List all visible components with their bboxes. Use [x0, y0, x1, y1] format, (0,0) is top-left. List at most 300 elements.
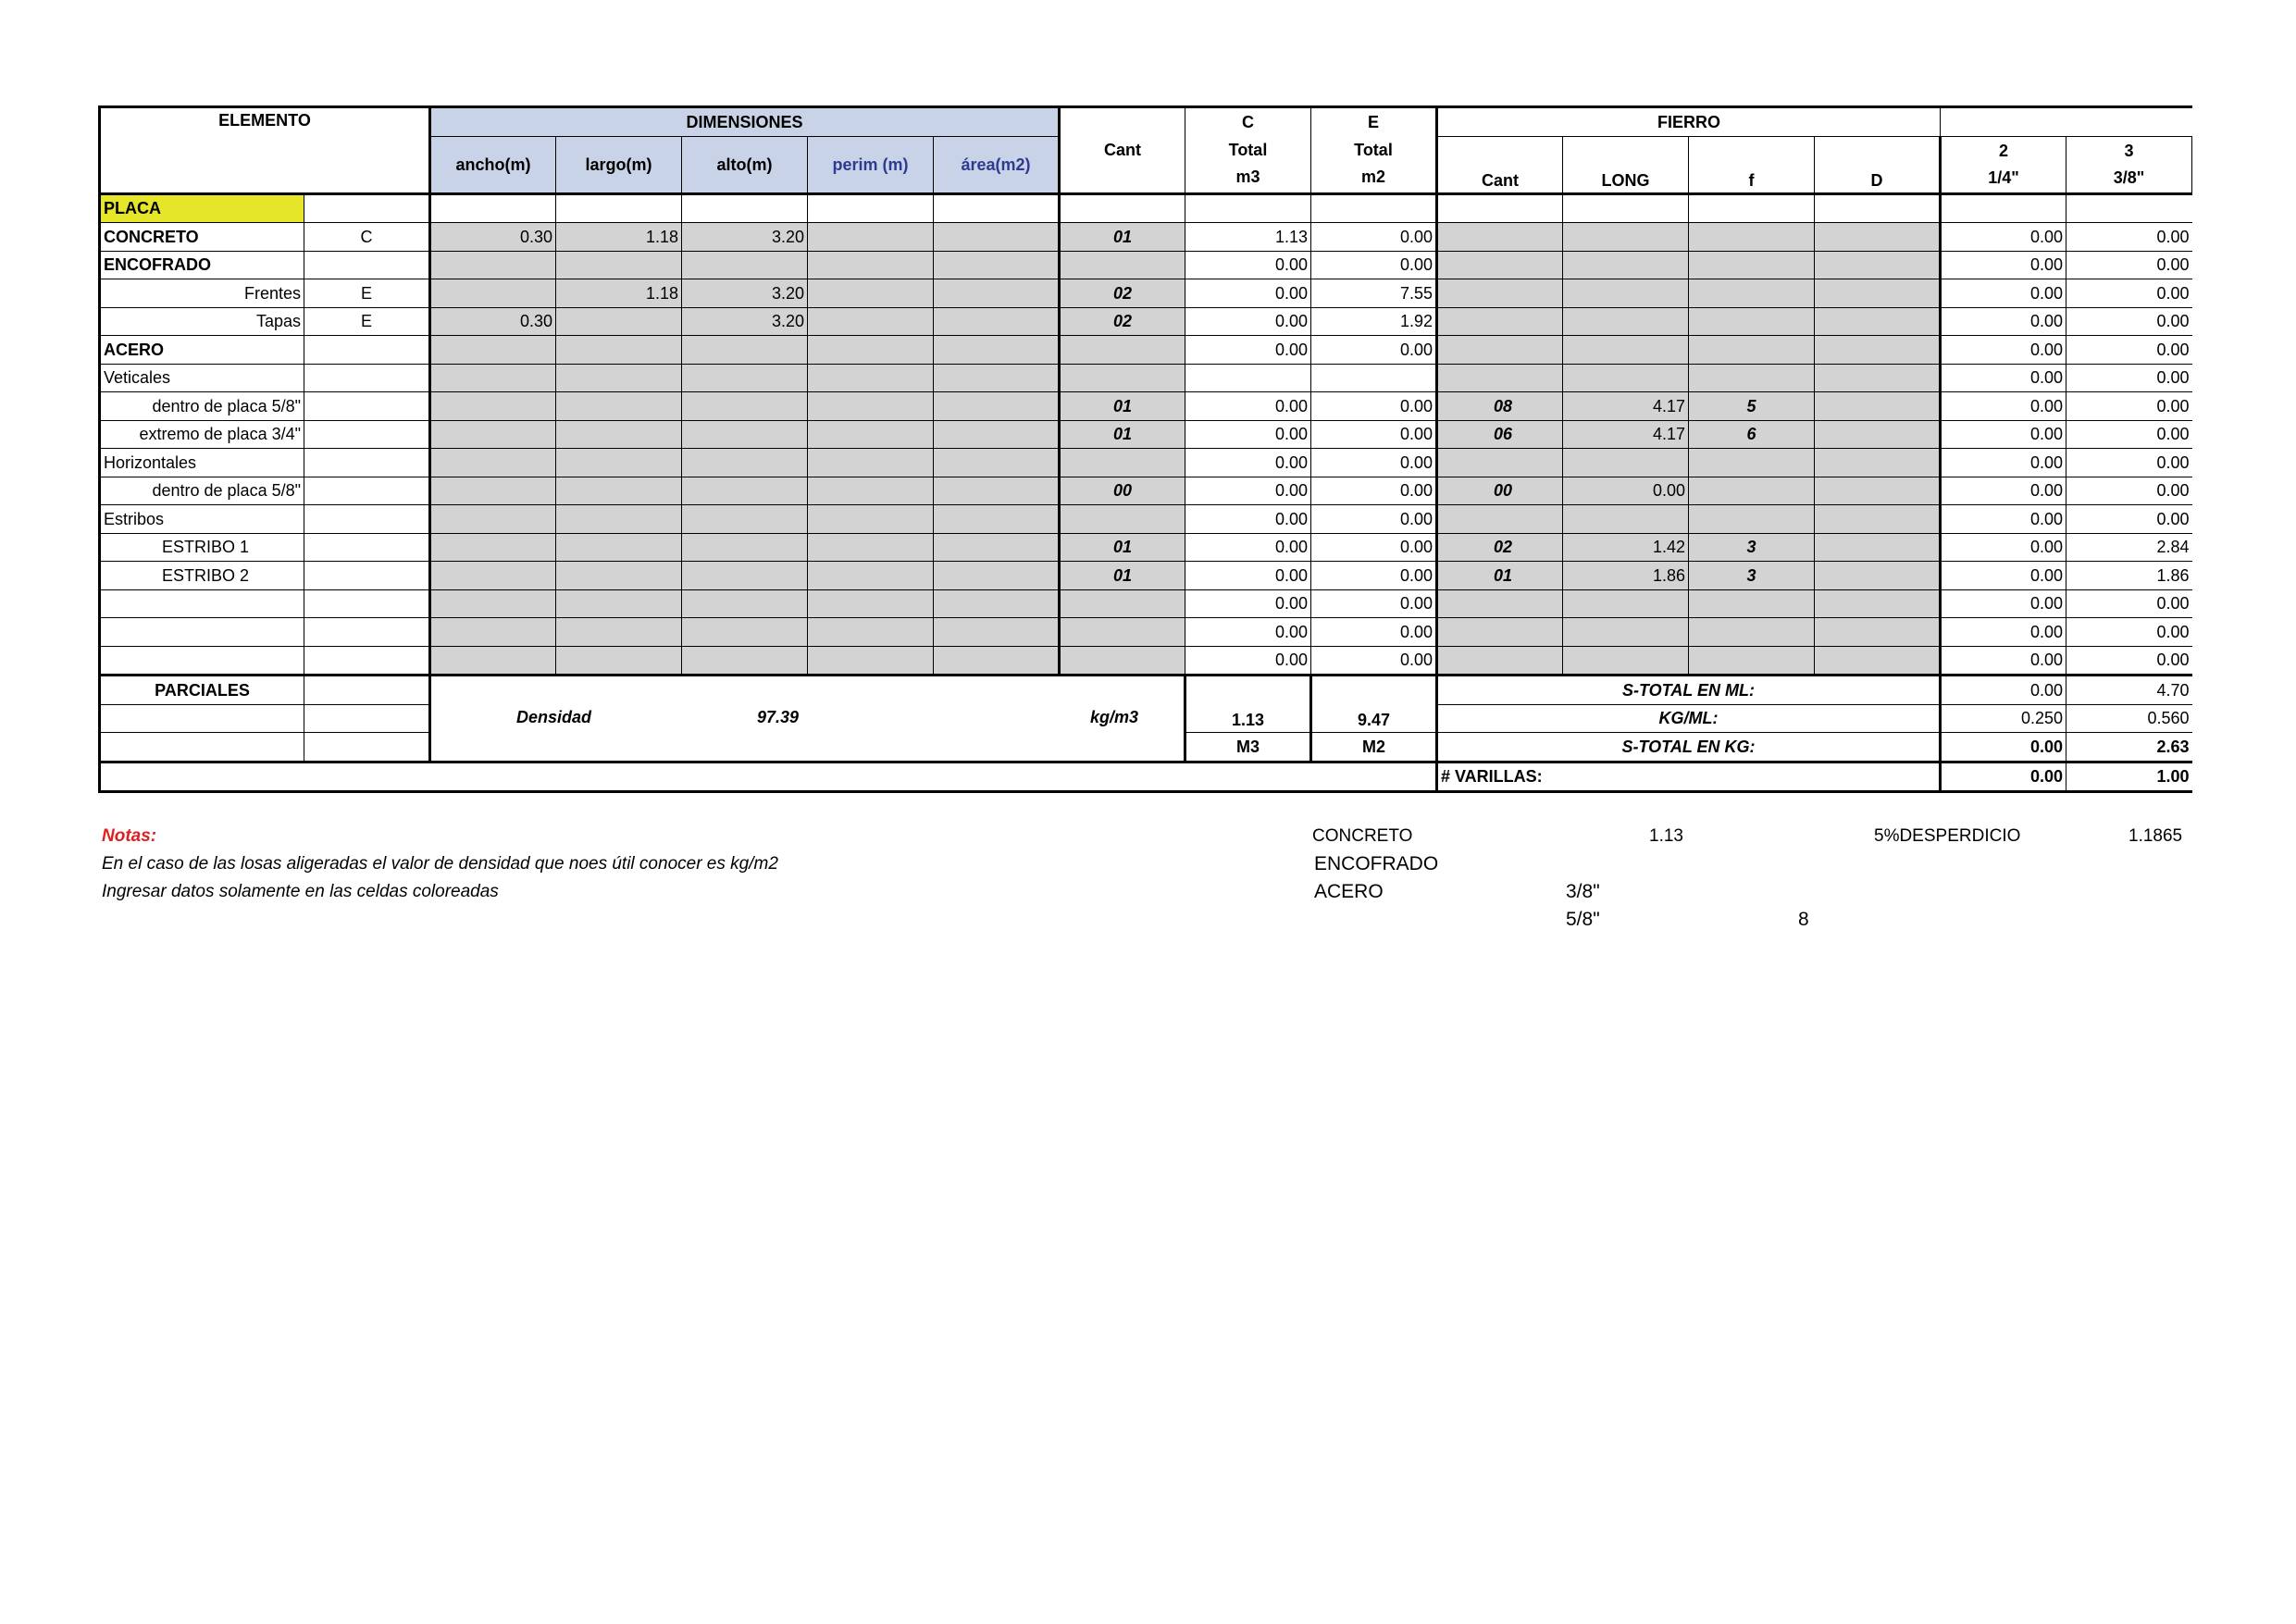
cell-alto: [682, 420, 808, 449]
cell-col2: 0.00: [1941, 533, 2066, 562]
cell-fierro-long: [1563, 646, 1689, 676]
cell-largo: [556, 533, 682, 562]
cell-largo: [556, 562, 682, 590]
cell-perim: [808, 533, 934, 562]
cell-col2: 0.00: [1941, 420, 2066, 449]
cell-fierro-d: [1815, 420, 1941, 449]
cell-code: [304, 646, 430, 676]
cell-largo: [556, 307, 682, 336]
cell-largo: 1.18: [556, 223, 682, 252]
table-row: [100, 618, 2192, 647]
cell-cant: [1060, 646, 1185, 676]
header-cant: Cant: [1060, 107, 1185, 194]
cell-total-m3: [1185, 364, 1311, 392]
cell-ancho: [430, 392, 556, 421]
cell-fierro-long: 1.86: [1563, 562, 1689, 590]
header-e-total: Total m2: [1311, 136, 1437, 193]
cell-elemento: Horizontales: [100, 449, 304, 477]
cell-elemento: [100, 646, 304, 676]
cell-perim: [808, 279, 934, 308]
cell-cant: [1060, 589, 1185, 618]
cell-area: [934, 193, 1060, 223]
cell-largo: 1.18: [556, 279, 682, 308]
cell-total-m2: [1311, 193, 1437, 223]
cell-alto: [682, 364, 808, 392]
cell-fierro-d: [1815, 449, 1941, 477]
header-perim: perim (m): [808, 136, 934, 193]
densidad-value: 97.39: [757, 708, 800, 727]
cell-total-m2: 0.00: [1311, 392, 1437, 421]
cell-area: [934, 477, 1060, 505]
summary-acero-size2: 5/8": [1566, 909, 1600, 930]
cell-cant: 02: [1060, 279, 1185, 308]
cell-elemento: Tapas: [100, 307, 304, 336]
densidad-box: [430, 676, 1185, 762]
table-row: [100, 589, 2192, 618]
cell-col3: 0.00: [2066, 336, 2192, 365]
cell-fierro-cant: 01: [1437, 562, 1563, 590]
cell-code: E: [304, 307, 430, 336]
cell-col2: 0.00: [1941, 336, 2066, 365]
cell-total-m2: 0.00: [1311, 618, 1437, 647]
cell-col3: 0.00: [2066, 364, 2192, 392]
cell-area: [934, 589, 1060, 618]
cell-fierro-long: [1563, 336, 1689, 365]
cell-largo: [556, 392, 682, 421]
cell-col3: 0.00: [2066, 646, 2192, 676]
cell-fierro-long: [1563, 364, 1689, 392]
kgml-label: KG/ML:: [1437, 704, 1941, 733]
table-row: [100, 223, 2192, 252]
cell-cant: [1060, 336, 1185, 365]
cell-total-m2: 0.00: [1311, 646, 1437, 676]
cell-fierro-d: [1815, 279, 1941, 308]
cell-fierro-d: [1815, 646, 1941, 676]
cell-total-m2: 0.00: [1311, 449, 1437, 477]
cell-fierro-cant: [1437, 618, 1563, 647]
cell-elemento: Estribos: [100, 505, 304, 534]
header-area: área(m2): [934, 136, 1060, 193]
cell-fierro-cant: [1437, 223, 1563, 252]
cell-col3: 0.00: [2066, 618, 2192, 647]
cell-total-m2: 1.92: [1311, 307, 1437, 336]
cell-ancho: [430, 589, 556, 618]
cell-cant: 01: [1060, 562, 1185, 590]
header-f-long: LONG: [1563, 136, 1689, 193]
cell-fierro-cant: [1437, 646, 1563, 676]
header-largo: largo(m): [556, 136, 682, 193]
cell-total-m3: 0.00: [1185, 533, 1311, 562]
cell-area: [934, 562, 1060, 590]
cell-fierro-cant: 08: [1437, 392, 1563, 421]
cell-total-m3: 0.00: [1185, 251, 1311, 279]
cell-fierro-cant: 02: [1437, 533, 1563, 562]
cell-fierro-f: [1689, 589, 1815, 618]
cell-ancho: [430, 364, 556, 392]
cell-total-m2: 0.00: [1311, 562, 1437, 590]
cell-perim: [808, 193, 934, 223]
cell-col2: 0.00: [1941, 589, 2066, 618]
cell-col2: 0.00: [1941, 307, 2066, 336]
cell-cant: [1060, 251, 1185, 279]
cell-perim: [808, 562, 934, 590]
cell-fierro-cant: [1437, 449, 1563, 477]
cell-ancho: [430, 562, 556, 590]
cell-total-m2: 0.00: [1311, 223, 1437, 252]
cell-fierro-cant: [1437, 364, 1563, 392]
cell-elemento: CONCRETO: [100, 223, 304, 252]
cell-largo: [556, 477, 682, 505]
cell-fierro-f: 5: [1689, 392, 1815, 421]
cell-code: [304, 449, 430, 477]
cell-fierro-f: [1689, 477, 1815, 505]
table-row: [100, 193, 2192, 223]
header-e-letter: E: [1311, 107, 1437, 137]
notes-line2: Ingresar datos solamente en las celdas coloreadas: [102, 882, 499, 901]
table-row: [100, 336, 2192, 365]
cell-fierro-cant: [1437, 307, 1563, 336]
cell-cant: [1060, 193, 1185, 223]
data-rows: [100, 193, 2192, 676]
cell-fierro-f: 6: [1689, 420, 1815, 449]
cell-col2: 0.00: [1941, 364, 2066, 392]
cell-col2: 0.00: [1941, 251, 2066, 279]
total-m2: 9.47: [1311, 676, 1437, 733]
cell-code: [304, 364, 430, 392]
cell-total-m3: 0.00: [1185, 562, 1311, 590]
varillas-c2: 0.00: [1941, 762, 2066, 792]
unit-m3: M3: [1185, 733, 1311, 762]
cell-col2: 0.00: [1941, 449, 2066, 477]
summary-acero-size1: 3/8": [1566, 881, 1600, 902]
cell-area: [934, 505, 1060, 534]
summary-concreto-value: 1.13: [1649, 826, 1683, 846]
cell-total-m3: 0.00: [1185, 505, 1311, 534]
cell-elemento: ENCOFRADO: [100, 251, 304, 279]
cell-area: [934, 364, 1060, 392]
cell-code: [304, 392, 430, 421]
cell-col3: 0.00: [2066, 420, 2192, 449]
cell-total-m2: 0.00: [1311, 477, 1437, 505]
cell-col3: 0.00: [2066, 505, 2192, 534]
cell-area: [934, 279, 1060, 308]
cell-area: [934, 618, 1060, 647]
cell-largo: [556, 251, 682, 279]
cell-fierro-d: [1815, 392, 1941, 421]
cell-code: [304, 618, 430, 647]
cell-elemento: dentro de placa 5/8": [100, 477, 304, 505]
cell-fierro-cant: [1437, 589, 1563, 618]
cell-elemento: [100, 618, 304, 647]
cell-elemento: PLACA: [100, 193, 304, 223]
cell-code: [304, 336, 430, 365]
cell-largo: [556, 646, 682, 676]
cell-total-m3: 0.00: [1185, 336, 1311, 365]
cell-fierro-f: 3: [1689, 533, 1815, 562]
header-c-total: Total m3: [1185, 136, 1311, 193]
stotal-ml-c2: 0.00: [1941, 676, 2066, 705]
cell-col3: 0.00: [2066, 477, 2192, 505]
cell-cant: 02: [1060, 307, 1185, 336]
cell-fierro-long: 1.42: [1563, 533, 1689, 562]
cell-largo: [556, 449, 682, 477]
cell-fierro-d: [1815, 364, 1941, 392]
cell-alto: [682, 193, 808, 223]
cell-elemento: Veticales: [100, 364, 304, 392]
cell-total-m2: 7.55: [1311, 279, 1437, 308]
cell-fierro-cant: [1437, 193, 1563, 223]
cell-perim: [808, 336, 934, 365]
cell-total-m2: 0.00: [1311, 505, 1437, 534]
cell-code: [304, 420, 430, 449]
cell-fierro-long: [1563, 589, 1689, 618]
cell-cant: [1060, 449, 1185, 477]
table-row: [100, 392, 2192, 421]
cell-area: [934, 223, 1060, 252]
cell-largo: [556, 193, 682, 223]
cell-area: [934, 533, 1060, 562]
table-row: [100, 420, 2192, 449]
cell-largo: [556, 618, 682, 647]
cell-perim: [808, 618, 934, 647]
cell-fierro-f: 3: [1689, 562, 1815, 590]
cell-total-m2: 0.00: [1311, 420, 1437, 449]
cell-largo: [556, 589, 682, 618]
cell-col3: 0.00: [2066, 449, 2192, 477]
cell-area: [934, 449, 1060, 477]
table-row: [100, 251, 2192, 279]
cell-alto: [682, 449, 808, 477]
cell-cant: 01: [1060, 392, 1185, 421]
cell-alto: 3.20: [682, 279, 808, 308]
cell-fierro-f: [1689, 251, 1815, 279]
cell-ancho: 0.30: [430, 223, 556, 252]
notes-title: Notas:: [102, 826, 157, 846]
table-row: [100, 279, 2192, 308]
cell-col2: [1941, 193, 2066, 223]
cell-fierro-f: [1689, 279, 1815, 308]
stotal-kg-label: S-TOTAL EN KG:: [1437, 733, 1941, 762]
cell-cant: [1060, 364, 1185, 392]
cell-perim: [808, 449, 934, 477]
cell-area: [934, 251, 1060, 279]
cell-code: C: [304, 223, 430, 252]
cell-fierro-cant: [1437, 251, 1563, 279]
table-row: [100, 562, 2192, 590]
total-m3: 1.13: [1185, 676, 1311, 733]
cell-area: [934, 307, 1060, 336]
varillas-label: # VARILLAS:: [1437, 762, 1941, 792]
cell-alto: [682, 589, 808, 618]
cell-perim: [808, 589, 934, 618]
cell-fierro-long: 4.17: [1563, 392, 1689, 421]
cell-area: [934, 420, 1060, 449]
cell-fierro-long: 4.17: [1563, 420, 1689, 449]
cell-ancho: [430, 646, 556, 676]
header-f-d: D: [1815, 136, 1941, 193]
cell-perim: [808, 420, 934, 449]
cell-col2: 0.00: [1941, 477, 2066, 505]
parciales-label: PARCIALES: [100, 676, 304, 705]
cell-cant: 01: [1060, 223, 1185, 252]
cell-alto: [682, 533, 808, 562]
cell-code: [304, 533, 430, 562]
cell-perim: [808, 223, 934, 252]
cell-fierro-d: [1815, 562, 1941, 590]
table-row: [100, 646, 2192, 676]
notes-line1: En el caso de las losas aligeradas el valor de densidad que noes útil conocer es kg/m2: [102, 854, 778, 874]
cell-col2: 0.00: [1941, 279, 2066, 308]
cell-col3: [2066, 193, 2192, 223]
cell-col3: 0.00: [2066, 223, 2192, 252]
cell-perim: [808, 392, 934, 421]
cell-total-m3: 0.00: [1185, 307, 1311, 336]
metrado-table: [98, 105, 2192, 793]
cell-area: [934, 336, 1060, 365]
cell-fierro-cant: 00: [1437, 477, 1563, 505]
cell-total-m3: 0.00: [1185, 618, 1311, 647]
cell-code: [304, 589, 430, 618]
table-row: [100, 449, 2192, 477]
cell-perim: [808, 364, 934, 392]
cell-fierro-d: [1815, 618, 1941, 647]
summary-concreto-label: CONCRETO: [1312, 826, 1413, 846]
cell-col2: 0.00: [1941, 392, 2066, 421]
cell-fierro-d: [1815, 533, 1941, 562]
cell-total-m3: 1.13: [1185, 223, 1311, 252]
cell-ancho: [430, 251, 556, 279]
cell-total-m2: 0.00: [1311, 589, 1437, 618]
header-elemento: ELEMENTO: [100, 107, 430, 194]
header-c-letter: C: [1185, 107, 1311, 137]
cell-fierro-f: [1689, 223, 1815, 252]
cell-elemento: ACERO: [100, 336, 304, 365]
cell-total-m3: 0.00: [1185, 420, 1311, 449]
cell-fierro-d: [1815, 336, 1941, 365]
cell-elemento: extremo de placa 3/4": [100, 420, 304, 449]
cell-col2: 0.00: [1941, 505, 2066, 534]
cell-fierro-d: [1815, 505, 1941, 534]
cell-total-m3: 0.00: [1185, 589, 1311, 618]
cell-ancho: [430, 505, 556, 534]
cell-largo: [556, 420, 682, 449]
kgml-c3: 0.560: [2066, 704, 2192, 733]
densidad-unit: kg/m3: [1090, 708, 1139, 727]
cell-perim: [808, 646, 934, 676]
cell-alto: [682, 505, 808, 534]
table-row: [100, 364, 2192, 392]
cell-largo: [556, 364, 682, 392]
cell-area: [934, 646, 1060, 676]
summary-desperdicio-value: 1.1865: [2128, 826, 2183, 846]
cell-col3: 0.00: [2066, 279, 2192, 308]
varillas-c3: 1.00: [2066, 762, 2192, 792]
cell-elemento: dentro de placa 5/8": [100, 392, 304, 421]
cell-col3: 0.00: [2066, 251, 2192, 279]
header-f-cant: Cant: [1437, 136, 1563, 193]
cell-fierro-long: [1563, 505, 1689, 534]
cell-fierro-cant: [1437, 336, 1563, 365]
cell-col2: 0.00: [1941, 618, 2066, 647]
cell-area: [934, 392, 1060, 421]
cell-fierro-d: [1815, 477, 1941, 505]
cell-cant: 01: [1060, 533, 1185, 562]
cell-fierro-f: [1689, 646, 1815, 676]
cell-alto: [682, 477, 808, 505]
cell-fierro-f: [1689, 364, 1815, 392]
cell-fierro-d: [1815, 193, 1941, 223]
header-dimensiones: DIMENSIONES: [430, 107, 1060, 137]
cell-fierro-long: [1563, 307, 1689, 336]
cell-total-m2: 0.00: [1311, 533, 1437, 562]
cell-code: [304, 505, 430, 534]
cell-col3: 0.00: [2066, 392, 2192, 421]
densidad-label: Densidad: [516, 708, 592, 727]
cell-col3: 0.00: [2066, 307, 2192, 336]
table-row: [100, 307, 2192, 336]
cell-code: [304, 251, 430, 279]
summary-acero-qty2: 8: [1798, 909, 1809, 930]
cell-fierro-long: [1563, 279, 1689, 308]
cell-fierro-cant: [1437, 279, 1563, 308]
cell-fierro-d: [1815, 223, 1941, 252]
cell-fierro-long: [1563, 193, 1689, 223]
cell-ancho: [430, 193, 556, 223]
cell-perim: [808, 307, 934, 336]
cell-code: [304, 193, 430, 223]
cell-ancho: [430, 279, 556, 308]
cell-fierro-f: [1689, 505, 1815, 534]
cell-fierro-long: [1563, 449, 1689, 477]
cell-ancho: [430, 336, 556, 365]
cell-alto: [682, 336, 808, 365]
cell-total-m3: [1185, 193, 1311, 223]
cell-col2: 0.00: [1941, 223, 2066, 252]
cell-fierro-long: [1563, 223, 1689, 252]
cell-perim: [808, 477, 934, 505]
summary-acero-label: ACERO: [1314, 881, 1384, 902]
cell-cant: 00: [1060, 477, 1185, 505]
cell-col3: 0.00: [2066, 589, 2192, 618]
cell-fierro-f: [1689, 307, 1815, 336]
table-row: [100, 533, 2192, 562]
summary-encofrado-label: ENCOFRADO: [1314, 853, 1439, 874]
cell-elemento: ESTRIBO 1: [100, 533, 304, 562]
cell-elemento: Frentes: [100, 279, 304, 308]
header-col3: 3 3/8": [2066, 136, 2192, 193]
cell-perim: [808, 251, 934, 279]
cell-largo: [556, 505, 682, 534]
cell-alto: [682, 562, 808, 590]
cell-ancho: [430, 420, 556, 449]
cell-alto: [682, 618, 808, 647]
cell-col2: 0.00: [1941, 646, 2066, 676]
cell-total-m3: 0.00: [1185, 279, 1311, 308]
cell-total-m3: 0.00: [1185, 392, 1311, 421]
cell-total-m2: 0.00: [1311, 251, 1437, 279]
summary-desperdicio-label: 5%DESPERDICIO: [1874, 826, 2021, 846]
cell-elemento: [100, 589, 304, 618]
header-col2: 2 1/4": [1941, 136, 2066, 193]
cell-fierro-f: [1689, 618, 1815, 647]
cell-perim: [808, 505, 934, 534]
cell-largo: [556, 336, 682, 365]
cell-fierro-cant: 06: [1437, 420, 1563, 449]
cell-alto: 3.20: [682, 223, 808, 252]
cell-ancho: [430, 533, 556, 562]
cell-code: E: [304, 279, 430, 308]
stotal-kg-c2: 0.00: [1941, 733, 2066, 762]
